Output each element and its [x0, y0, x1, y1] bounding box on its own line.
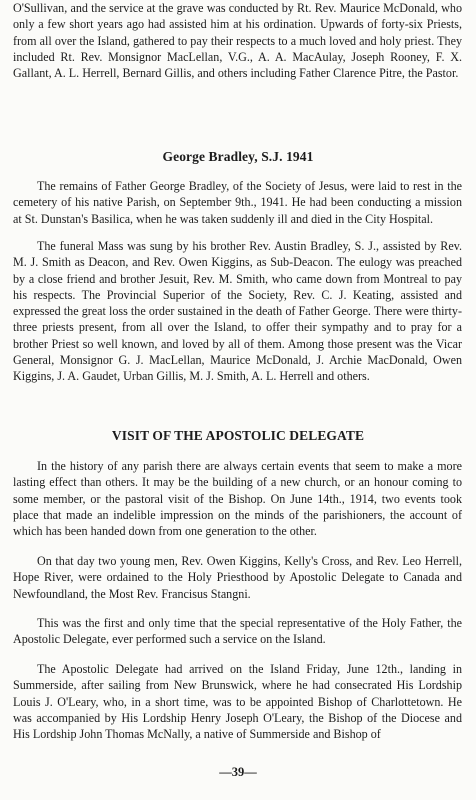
page-number: —39—: [219, 765, 257, 779]
section-heading-george-bradley: George Bradley, S.J. 1941: [162, 149, 314, 164]
paragraph-bradley-burial: The remains of Father George Bradley, of the Society of Jesus, were laid to rest in the cemetery of his native Parish, on September 9th., 1941. He had been conducting a mission at St. Dunstan's Basilica, when he was taken suddenly ill and died in the City Hospital.: [13, 179, 462, 226]
paragraph-delegate-arrival: The Apostolic Delegate had arrived on the Island Friday, June 12th., landing in Summerside, after sailing from New Brunswick, where he had consecrated His Lordship Louis J. O'Leary, who, in a short time, was to be appointed Bishop of Charlottetown. He was accompanied by His Lordship Henry Joseph O'Leary, the Bishop of the Diocese and His Lordship John Thomas McNally, a native of Summerside and Bishop of: [13, 662, 462, 742]
section-heading-apostolic-delegate: VISIT OF THE APOSTOLIC DELEGATE: [111, 428, 365, 443]
paragraph-ordination: On that day two young men, Rev. Owen Kiggins, Kelly's Cross, and Rev. Leo Herrell, Hope River, were ordained to the Holy Priesthood by Apostolic Delegate to Canada and Newfoundland, the Most Rev. Francisus Stangni.: [13, 554, 462, 601]
paragraph-first-time: This was the first and only time that the special representative of the Holy Father, the Apostolic Delegate, ever performed such a service on the Island.: [13, 616, 462, 647]
paragraph-bradley-funeral-mass: The funeral Mass was sung by his brother Rev. Austin Bradley, S. J., assisted by Rev. M. J. Smith as Deacon, and Rev. Owen Kiggins, as Sub-Deacon. The eulogy was preached by a close friend and brother Jesuit, Rev. M. Smith, who came down from Montreal to pay his respects. The Provincial Superior of the Society, Rev. C. J. Keating, assisted and expressed the great loss the order sustained in the death of Father George. There were thirty-three priests present, from all over the Island, to offer their sympathy and to pray for a brother Priest so well known, and loved by all of them. Among those present was the Vicar General, Monsignor G. J. MacLellan, Maurice McDonald, J. Archie MacDonald, Owen Kiggins, J. A. Gaudet, Urban Gillis, M. J. Smith, A. L. Herrell and others.: [13, 239, 462, 384]
paragraph-parish-history: In the history of any parish there are always certain events that seem to make a more lasting effect than others. It may be the building of a new church, or an honour coming to some member, or the pastoral visit of the Bishop. On June 14th., 1914, two events took place that made an indelible impression on the minds of the parishioners, the account of which has been handed down from one generation to the other.: [13, 459, 462, 539]
paragraph-sullivan-funeral: O'Sullivan, and the service at the grave was conducted by Rt. Rev. Maurice McDonald, who only a few short years ago had assisted him at his ordination. Upwards of forty-six Priests, from all over the Island, gathered to pay their respects to a much loved and holy priest. They included Rt. Rev. Monsignor MacLellan, V.G., A. A. MacAulay, Joseph Rooney, F. X. Gallant, A. L. Herrell, Bernard Gillis, and others including Father Clarence Pitre, the Pastor.: [13, 1, 462, 81]
